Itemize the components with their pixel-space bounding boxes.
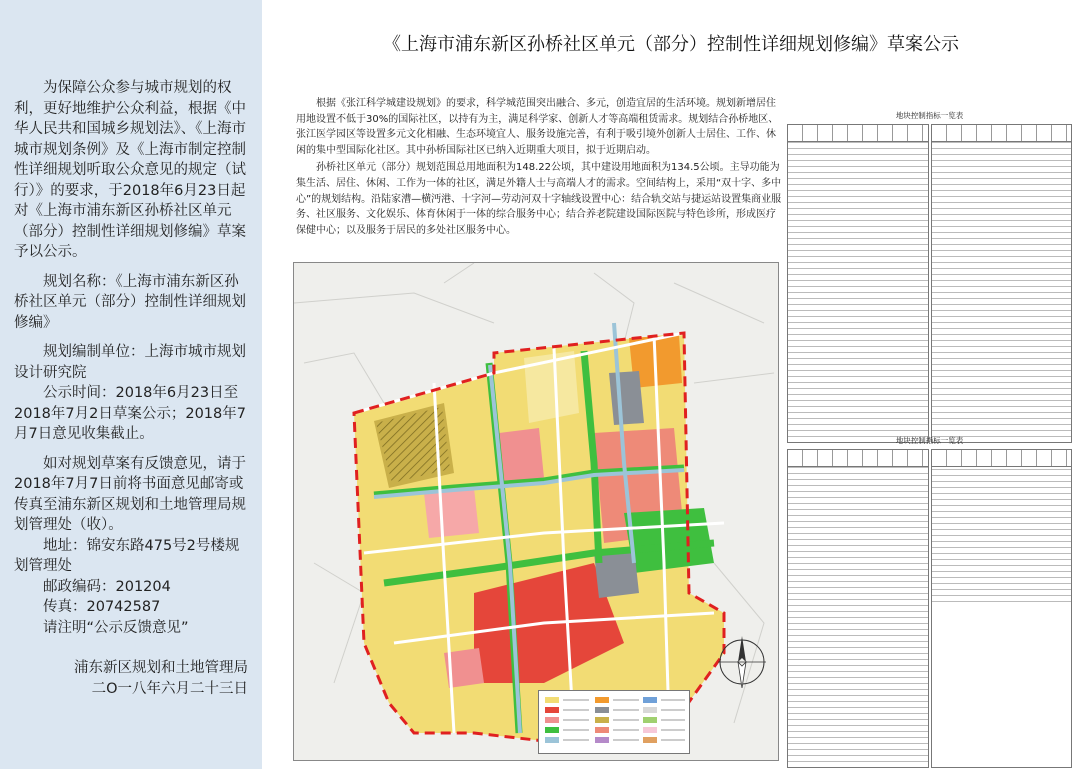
table-upper-right xyxy=(931,124,1073,443)
description-paragraph-1: 根据《张江科学城建设规划》的要求，科学城范围突出融合、多元，创造宜居的生活环境。规划新增居住用地设置不低于30%的国际社区，以持有为主，满足科学家、创新人才等高端租赁需求。规划结合孙桥地区、张江医学园区等设置多元文化相融、生态环境宜人、服务设施完善，有利于吸引境外创新人士居住、工作、休闲的集中型国际化社区。其中孙桥国际社区已纳入近期重大项目，拟于近期启动。 xyxy=(296,98,779,156)
land-use-map xyxy=(293,262,779,761)
land-use-map-graphic xyxy=(294,263,778,760)
land-index-table-lower xyxy=(787,435,1072,768)
table-lower-left xyxy=(787,449,929,768)
notice-period: 公示时间：2018年6月23日至2018年7月2日草案公示；2018年7月7日意见收集截止。 xyxy=(14,385,246,442)
notice-plan-name: 规划名称：《上海市浦东新区孙桥社区单元（部分）控制性详细规划修编》 xyxy=(14,273,246,331)
plan-description xyxy=(296,96,784,240)
description-paragraph-2: 孙桥社区单元（部分）规划范围总用地面积为148.22公顷，其中建设用地面积为134.5公顷。主导功能为集生活、居住、休闲、工作为一体的社区，满足外籍人士与高端人才的需求。空间结构上，采用“双十字、多中心”的规划结构。沿陆家漕—横沔港、十字河—劳动河双十字轴线设置中心：结合轨交站与捷运站设置集商业服务、社区服务、文化娱乐、体育休闲于一体的综合服务中心；结合养老院建设国际医院与特色诊所，形成医疗保健中心；以及服务于居民的多处社区服务中心。 xyxy=(296,162,782,236)
page-title: 《上海市浦东新区孙桥社区单元（部分）控制性详细规划修编》草案公示 xyxy=(383,34,959,55)
notice-address: 地址：锦安东路475号2号楼规划管理处 xyxy=(14,537,240,574)
notice-plan-unit: 规划编制单位：上海市城市规划设计研究院 xyxy=(14,344,246,381)
land-index-table-upper xyxy=(787,110,1072,443)
notice-intro: 为保障公众参与城市规划的权利，更好地维护公众利益，根据《中华人民共和国城乡规划法》、《上海市城市规划条例》及《上海市制定控制性详细规划听取公众意见的规定（试行）》的要求，于2018年6月23日起对《上海市浦东新区孙桥社区单元（部分）控制性详细规划修编》草案予以公示。 xyxy=(14,80,246,260)
table-title-upper: 地块控制指标一览表 xyxy=(895,111,964,120)
map-legend xyxy=(538,690,690,754)
notice-note: 请注明“公示反馈意见” xyxy=(43,619,189,636)
notice-panel xyxy=(0,0,262,769)
notice-postcode: 邮政编码：201204 xyxy=(43,578,171,595)
table-lower-right xyxy=(931,449,1073,768)
notice-org: 浦东新区规划和土地管理局 xyxy=(74,660,248,676)
notice-fax: 传真：20742587 xyxy=(43,599,161,615)
notice-feedback: 如对规划草案有反馈意见，请于2018年7月7日前将书面意见邮寄或传真至浦东新区规划和土地管理局规划管理处（收）。 xyxy=(14,455,246,533)
legend-swatches xyxy=(539,691,689,753)
notice-date: 二O一八年六月二十三日 xyxy=(91,680,248,697)
table-upper-left xyxy=(787,124,929,443)
compass-icon xyxy=(712,632,772,692)
table-title-lower: 地块控制指标一览表 xyxy=(895,436,964,445)
